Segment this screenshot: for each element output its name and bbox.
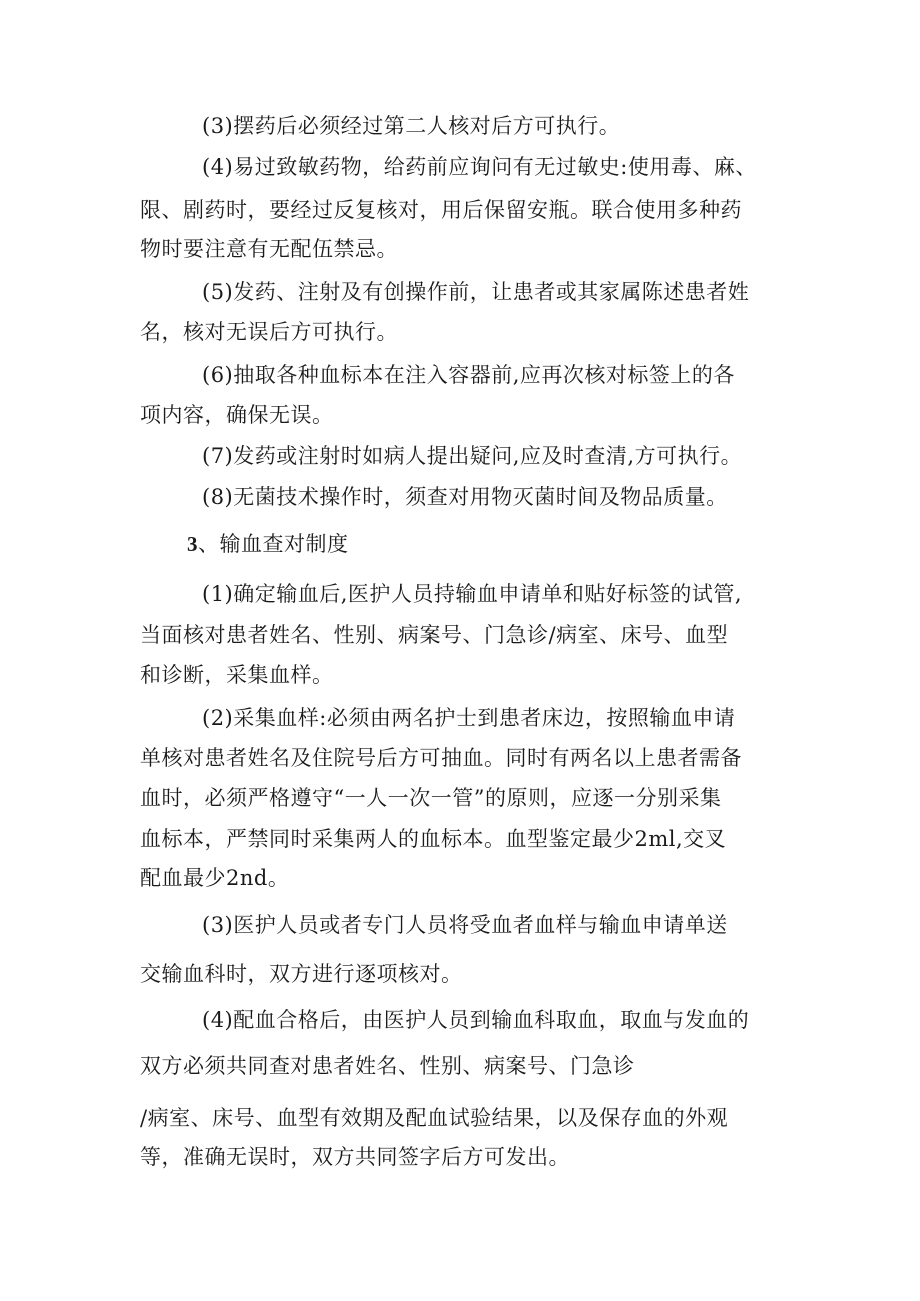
paragraph-item-6-line-2: 项内容，确保无误。 [140, 403, 334, 427]
paragraph-3-2-line-4: 血标本，严禁同时采集两人的血标本。血型鉴定最少2ml,交叉 [140, 827, 727, 851]
paragraph-3-4-line-4: 等，准确无误时，双方共同签字后方可发出。 [140, 1145, 570, 1169]
paragraph-3-4-line-1: (4)配血合格后，由医护人员到输血科取血，取血与发血的 [202, 1008, 750, 1032]
paragraph-3-1-line-3: 和诊断，采集血样。 [140, 663, 334, 687]
paragraph-3-1-line-1: (1)确定输血后,医护人员持输血申请单和贴好标签的试管, [202, 582, 743, 606]
paragraph-item-4-line-3: 物时要注意有无配伍禁忌。 [140, 237, 398, 261]
paragraph-item-6-line-1: (6)抽取各种血标本在注入容器前,应再次核对标签上的各 [202, 363, 735, 387]
paragraph-3-3-line-1: (3)医护人员或者专门人员将受血者血样与输血申请单送 [202, 913, 728, 937]
paragraph-item-7-line-1: (7)发药或注射时如病人提出疑问,应及时查清,方可执行。 [202, 444, 743, 468]
paragraph-3-2-line-2: 单核对患者姓名及住院号后方可抽血。同时有两名以上患者需备 [140, 746, 742, 770]
paragraph-3-2-line-5: 配血最少2nd。 [140, 866, 290, 890]
paragraph-3-3-line-2: 交输血科时，双方进行逐项核对。 [140, 962, 463, 986]
section-heading-number: 3 [187, 532, 198, 556]
paragraph-3-4-line-3: /病室、床号、血型有效期及配血试验结果，以及保存血的外观 [140, 1106, 729, 1130]
paragraph-item-5-line-1: (5)发药、注射及有创操作前，让患者或其家属陈述患者姓 [202, 280, 750, 304]
paragraph-3-1-line-2: 当面核对患者姓名、性别、病案号、门急诊/病室、床号、血型 [140, 623, 729, 647]
section-heading [187, 530, 349, 558]
paragraph-item-4-line-2: 限、剧药时，要经过反复核对，用后保留安瓶。联合使用多种药 [140, 198, 742, 222]
paragraph-3-2-line-3: 血时，必须严格遵守“一人一次一管”的原则，应逐一分别采集 [140, 786, 722, 810]
section-heading-text: 、输血查对制度 [198, 532, 349, 556]
paragraph-item-5-line-2: 名，核对无误后方可执行。 [140, 320, 398, 344]
paragraph-item-8-line-1: (8)无菌技术操作时，须查对用物灭菌时间及物品质量。 [202, 485, 728, 509]
paragraph-item-3-line-1: (3)摆药后必须经过第二人核对后方可执行。 [202, 114, 621, 138]
paragraph-3-4-line-2: 双方必须共同查对患者姓名、性别、病案号、门急诊 [140, 1054, 635, 1078]
paragraph-item-4-line-1: (4)易过致敏药物，给药前应询问有无过敏史:使用毒、麻、 [202, 155, 757, 179]
paragraph-3-2-line-1: (2)采集血样:必须由两名护士到患者床边，按照输血申请 [202, 706, 736, 730]
